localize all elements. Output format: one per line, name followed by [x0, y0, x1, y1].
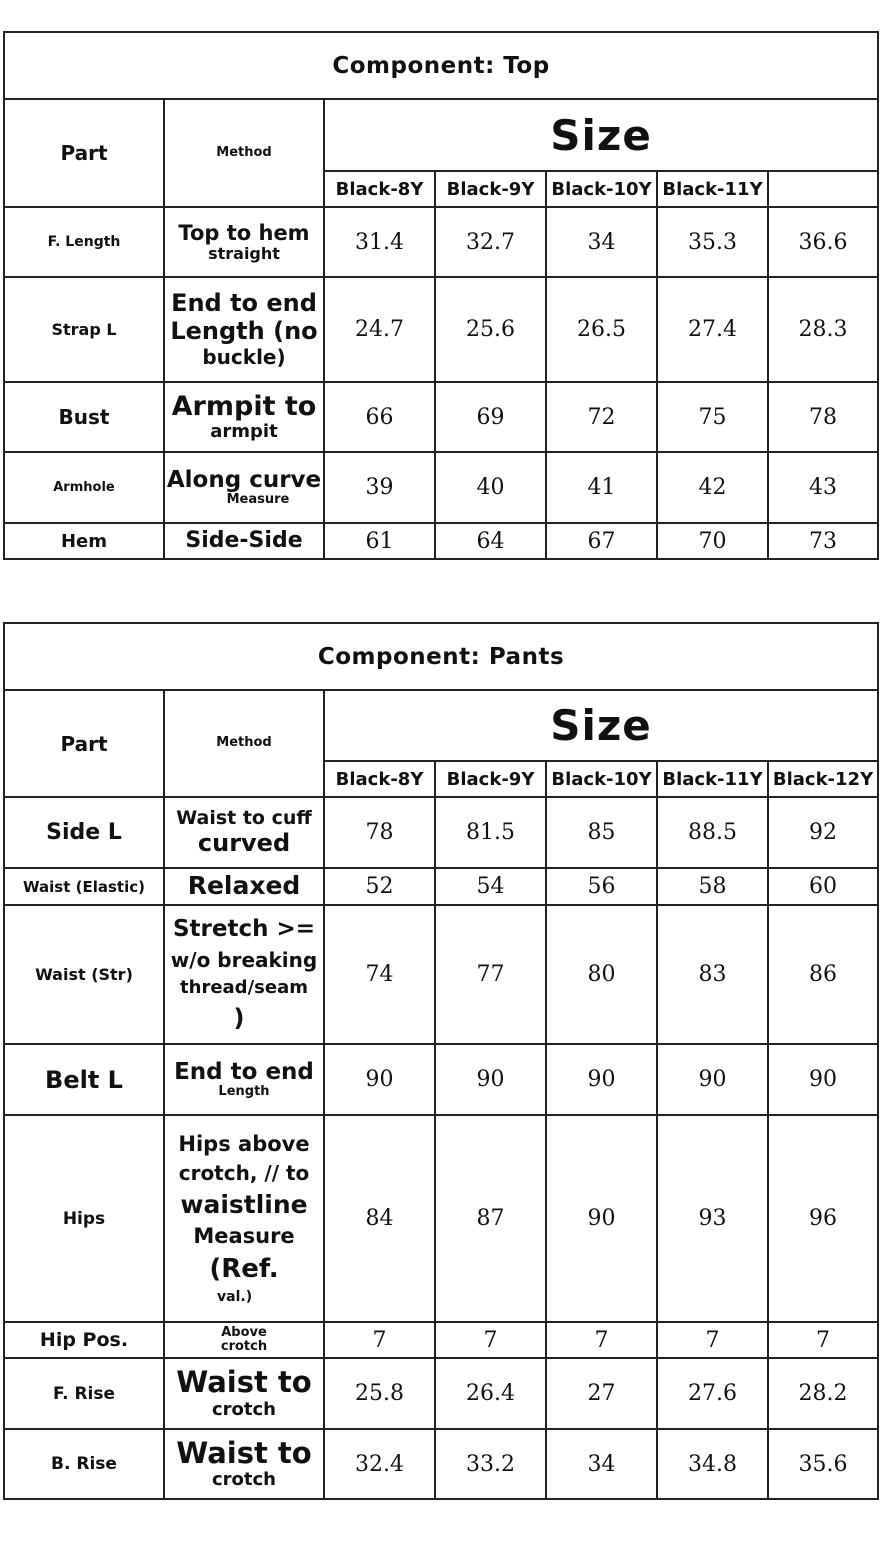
method-line: Top to hem [178, 220, 310, 245]
method-cell: Side-Side [164, 523, 324, 559]
value-cell: 75 [657, 382, 768, 452]
value-cell: 72 [546, 382, 657, 452]
method-cell [164, 1358, 324, 1429]
value-cell: 83 [657, 905, 768, 1044]
method-cell [164, 452, 324, 523]
pants-size-header: Size [324, 690, 878, 761]
value-cell: 35.3 [657, 207, 768, 277]
table-row [4, 1429, 878, 1499]
pants-part-header: Part [4, 690, 164, 797]
top-size-label: Black-9Y [435, 171, 546, 207]
method-cell [164, 905, 324, 1044]
value-cell: 90 [768, 1044, 878, 1115]
value-cell: 96 [768, 1115, 878, 1322]
pants-size-label: Black-10Y [546, 761, 657, 797]
value-cell: 31.4 [324, 207, 435, 277]
value-cell: 90 [324, 1044, 435, 1115]
method-line: Waist to [176, 1365, 312, 1400]
value-cell: 26.4 [435, 1358, 546, 1429]
pants-component-title: Component: Pants [4, 623, 878, 690]
table-row [4, 382, 878, 452]
method-cell [164, 797, 324, 868]
pants-method-header: Method [164, 690, 324, 797]
method-line: ) [233, 1004, 245, 1033]
value-cell: 80 [546, 905, 657, 1044]
value-cell: 69 [435, 382, 546, 452]
top-size-label: Black-11Y [657, 171, 768, 207]
value-cell: 85 [546, 797, 657, 868]
method-cell [164, 207, 324, 277]
value-cell: 60 [768, 868, 878, 905]
value-cell: 90 [546, 1044, 657, 1115]
part-cell: Waist (Elastic) [4, 868, 164, 905]
method-cell [164, 277, 324, 382]
part-cell: Belt L [4, 1044, 164, 1115]
value-cell: 27.4 [657, 277, 768, 382]
method-line: curved [197, 828, 291, 857]
value-cell: 26.5 [546, 277, 657, 382]
method-line: crotch [211, 1398, 276, 1420]
top-size-label [768, 171, 878, 207]
value-cell: 84 [324, 1115, 435, 1322]
table-row [4, 1044, 878, 1115]
value-cell: 7 [657, 1322, 768, 1358]
method-line: crotch [220, 1339, 268, 1354]
top-method-header: Method [164, 99, 324, 207]
method-line: waistline [180, 1190, 308, 1219]
pants-size-label: Black-8Y [324, 761, 435, 797]
part-cell: Armhole [4, 452, 164, 523]
value-cell: 41 [546, 452, 657, 523]
value-cell: 7 [435, 1322, 546, 1358]
method-line: Measure [226, 492, 290, 508]
value-cell: 61 [324, 523, 435, 559]
pants-size-label: Black-12Y [768, 761, 878, 797]
part-cell: F. Rise [4, 1358, 164, 1429]
table-row [4, 905, 878, 1044]
method-line: buckle) [202, 344, 286, 369]
method-line: Length (no [170, 317, 318, 345]
part-cell: Hip Pos. [4, 1322, 164, 1358]
method-line: Waist to cuff [176, 806, 312, 829]
method-line: Along curve [166, 466, 322, 493]
value-cell: 67 [546, 523, 657, 559]
table-row [4, 1322, 878, 1358]
method-line: w/o breaking [170, 948, 318, 973]
value-cell: 90 [435, 1044, 546, 1115]
method-line: Measure [193, 1224, 295, 1248]
table-row [4, 277, 878, 382]
value-cell: 87 [435, 1115, 546, 1322]
value-cell: 88.5 [657, 797, 768, 868]
top-size-label: Black-8Y [324, 171, 435, 207]
method-line: Waist to [176, 1435, 312, 1470]
part-cell: Strap L [4, 277, 164, 382]
value-cell: 66 [324, 382, 435, 452]
value-cell: 7 [324, 1322, 435, 1358]
pants-size-label: Black-9Y [435, 761, 546, 797]
top-part-header: Part [4, 99, 164, 207]
value-cell: 28.3 [768, 277, 878, 382]
value-cell: 78 [768, 382, 878, 452]
value-cell: 7 [768, 1322, 878, 1358]
pants-size-label: Black-11Y [657, 761, 768, 797]
part-cell: Hem [4, 523, 164, 559]
value-cell: 92 [768, 797, 878, 868]
value-cell: 64 [435, 523, 546, 559]
value-cell: 42 [657, 452, 768, 523]
value-cell: 27.6 [657, 1358, 768, 1429]
value-cell: 43 [768, 452, 878, 523]
value-cell: 32.4 [324, 1429, 435, 1499]
value-cell: 74 [324, 905, 435, 1044]
value-cell: 40 [435, 452, 546, 523]
value-cell: 90 [546, 1115, 657, 1322]
method-line: armpit [210, 421, 278, 443]
value-cell: 90 [657, 1044, 768, 1115]
method-line: val.) [217, 1288, 253, 1305]
value-cell: 27 [546, 1358, 657, 1429]
value-cell: 54 [435, 868, 546, 905]
value-cell: 36.6 [768, 207, 878, 277]
value-cell: 58 [657, 868, 768, 905]
value-cell: 25.6 [435, 277, 546, 382]
method-line: Hips above [178, 1131, 310, 1156]
value-cell: 7 [546, 1322, 657, 1358]
value-cell: 70 [657, 523, 768, 559]
value-cell: 78 [324, 797, 435, 868]
method-line: crotch [211, 1469, 276, 1491]
value-cell: 77 [435, 905, 546, 1044]
value-cell: 81.5 [435, 797, 546, 868]
value-cell: 56 [546, 868, 657, 905]
part-cell: Side L [4, 797, 164, 868]
value-cell: 35.6 [768, 1429, 878, 1499]
value-cell: 73 [768, 523, 878, 559]
value-cell: 34 [546, 207, 657, 277]
method-cell: Relaxed [164, 868, 324, 905]
top-component-title: Component: Top [4, 32, 878, 99]
table-row [4, 523, 878, 559]
method-cell [164, 1322, 324, 1358]
part-cell: B. Rise [4, 1429, 164, 1499]
method-cell [164, 1429, 324, 1499]
value-cell: 33.2 [435, 1429, 546, 1499]
table-row [4, 868, 878, 905]
method-cell [164, 1044, 324, 1115]
part-cell: F. Length [4, 207, 164, 277]
method-line: Length [218, 1084, 270, 1100]
method-line: thread/seam [180, 977, 308, 999]
value-cell: 93 [657, 1115, 768, 1322]
value-cell: 25.8 [324, 1358, 435, 1429]
method-cell [164, 382, 324, 452]
method-line: straight [208, 243, 280, 263]
top-size-header: Size [324, 99, 878, 171]
part-cell: Hips [4, 1115, 164, 1322]
part-cell: Waist (Str) [4, 905, 164, 1044]
top-size-table [3, 31, 879, 560]
table-row [4, 452, 878, 523]
pants-size-table [3, 622, 879, 1500]
method-cell [164, 1115, 324, 1322]
table-row [4, 1358, 878, 1429]
method-line: End to end [174, 1058, 314, 1085]
value-cell: 32.7 [435, 207, 546, 277]
method-line: Armpit to [171, 391, 317, 423]
method-line: crotch, // to [178, 1161, 310, 1185]
table-row [4, 207, 878, 277]
value-cell: 86 [768, 905, 878, 1044]
method-line: Above [221, 1325, 267, 1341]
top-size-label: Black-10Y [546, 171, 657, 207]
table-row [4, 1115, 878, 1322]
value-cell: 24.7 [324, 277, 435, 382]
method-line: (Ref. [209, 1254, 279, 1285]
value-cell: 28.2 [768, 1358, 878, 1429]
part-cell: Bust [4, 382, 164, 452]
value-cell: 39 [324, 452, 435, 523]
method-line: Stretch >= [172, 915, 316, 942]
value-cell: 34 [546, 1429, 657, 1499]
method-line: End to end [171, 289, 317, 318]
table-row [4, 797, 878, 868]
value-cell: 34.8 [657, 1429, 768, 1499]
value-cell: 52 [324, 868, 435, 905]
